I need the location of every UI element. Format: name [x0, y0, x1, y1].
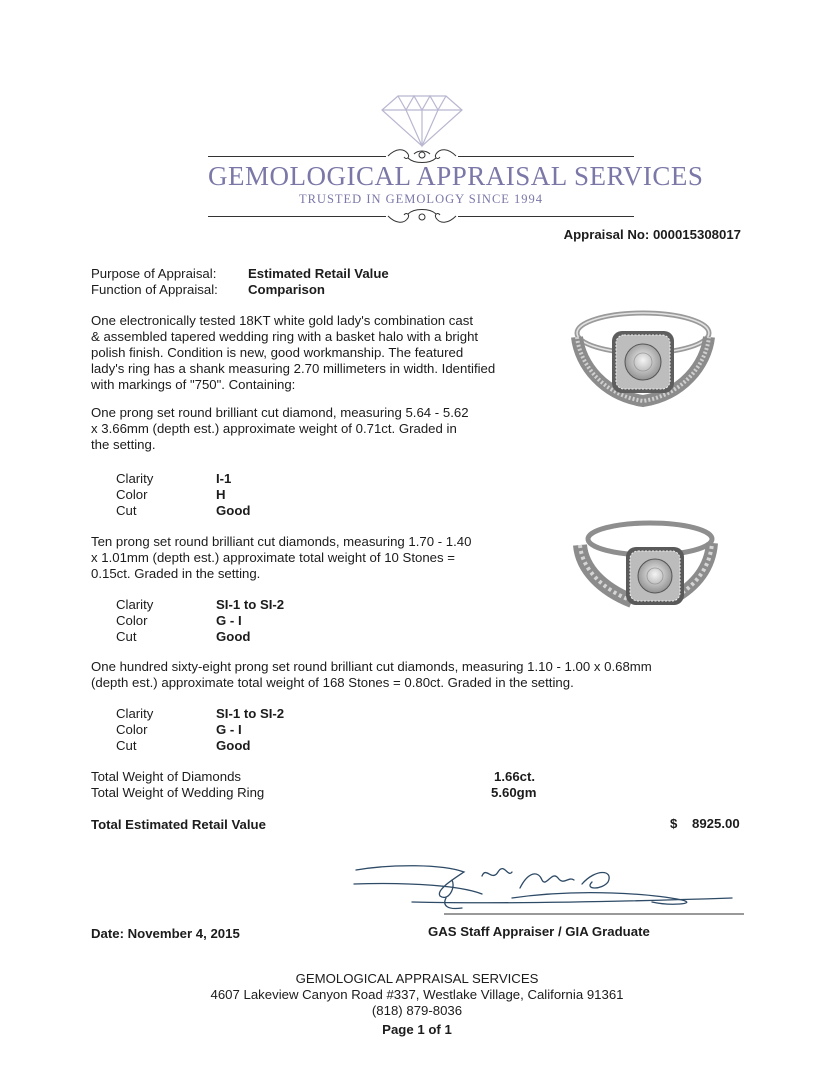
footer-company: GEMOLOGICAL APPRAISAL SERVICES: [295, 971, 539, 986]
stone-description: One hundred sixty-eight prong set round brilliant cut diamonds, measuring 1.10 - 1.00 x 0.68mm (depth est.) approximate total weight of 168 Stones = 0.80ct. Graded in the setting.: [91, 659, 652, 690]
stone-description: One prong set round brilliant cut diamond, measuring 5.64 - 5.62 x 3.66mm (depth est.) approximate weight of 0.71ct. Graded in the setting.: [91, 405, 469, 452]
footer-address: 4607 Lakeview Canyon Road #337, Westlake Village, California 91361: [210, 987, 624, 1002]
appraisal-date: Date: November 4, 2015: [91, 926, 240, 941]
header-rule-top: [208, 156, 386, 157]
diamond-outline-icon: [380, 92, 464, 148]
company-tagline: TRUSTED IN GEMOLOGY SINCE 1994: [298, 192, 544, 206]
page-number: Page 1 of 1: [382, 1022, 452, 1037]
footer-phone: (818) 879-8036: [371, 1003, 463, 1018]
total-diamonds-label: Total Weight of Diamonds: [91, 769, 242, 784]
stone-grades: Clarity SI-1 to SI-2 Color G - I Cut Good: [116, 597, 285, 644]
stone-description: Ten prong set round brilliant cut diamonds, measuring 1.70 - 1.40 x 1.01mm (depth est.) approximate total weight of 10 Stones = 0.15ct. Graded in the setting.: [91, 534, 472, 581]
stone-grades: Clarity SI-1 to SI-2 Color G - I Cut Good: [116, 706, 285, 753]
purpose-label: Purpose of Appraisal:: [91, 266, 217, 281]
header-rule-top-right: [458, 156, 634, 157]
header-rule-bottom-right: [458, 216, 634, 217]
function-label: Function of Appraisal:: [91, 282, 218, 297]
total-ring-value: 5.60gm: [491, 785, 537, 800]
item-description: One electronically tested 18KT white gold lady's combination cast & assembled tapered wedding ring with a basket halo with a bright polish finish. Condition is new, good workmanship. The featured lady's ring has a shank measuring 2.70 millimeters in width. Identified with markings of "750". Containing:: [91, 313, 496, 392]
stone-grades: Clarity I-1 Color H Cut Good: [116, 471, 251, 518]
appraiser-title: GAS Staff Appraiser / GIA Graduate: [428, 924, 650, 939]
ring-photo-front: [568, 305, 718, 415]
total-ring-label: Total Weight of Wedding Ring: [91, 785, 265, 800]
total-retail-label: Total Estimated Retail Value: [91, 817, 266, 832]
ring-photo-angle: [572, 517, 718, 625]
total-retail-value: 8925.00: [692, 816, 740, 831]
appraisal-number: Appraisal No: 000015308017: [563, 227, 741, 242]
header-rule-bottom: [208, 216, 386, 217]
scroll-ornament-bottom-icon: [386, 206, 458, 226]
appraiser-signature: [352, 858, 747, 920]
company-logo-title: GEMOLOGICAL APPRAISAL SERVICES: [208, 161, 704, 191]
function-value: Comparison: [248, 282, 325, 297]
currency-symbol: $: [670, 816, 678, 831]
total-diamonds-value: 1.66ct.: [494, 769, 536, 784]
purpose-value: Estimated Retail Value: [248, 266, 389, 281]
